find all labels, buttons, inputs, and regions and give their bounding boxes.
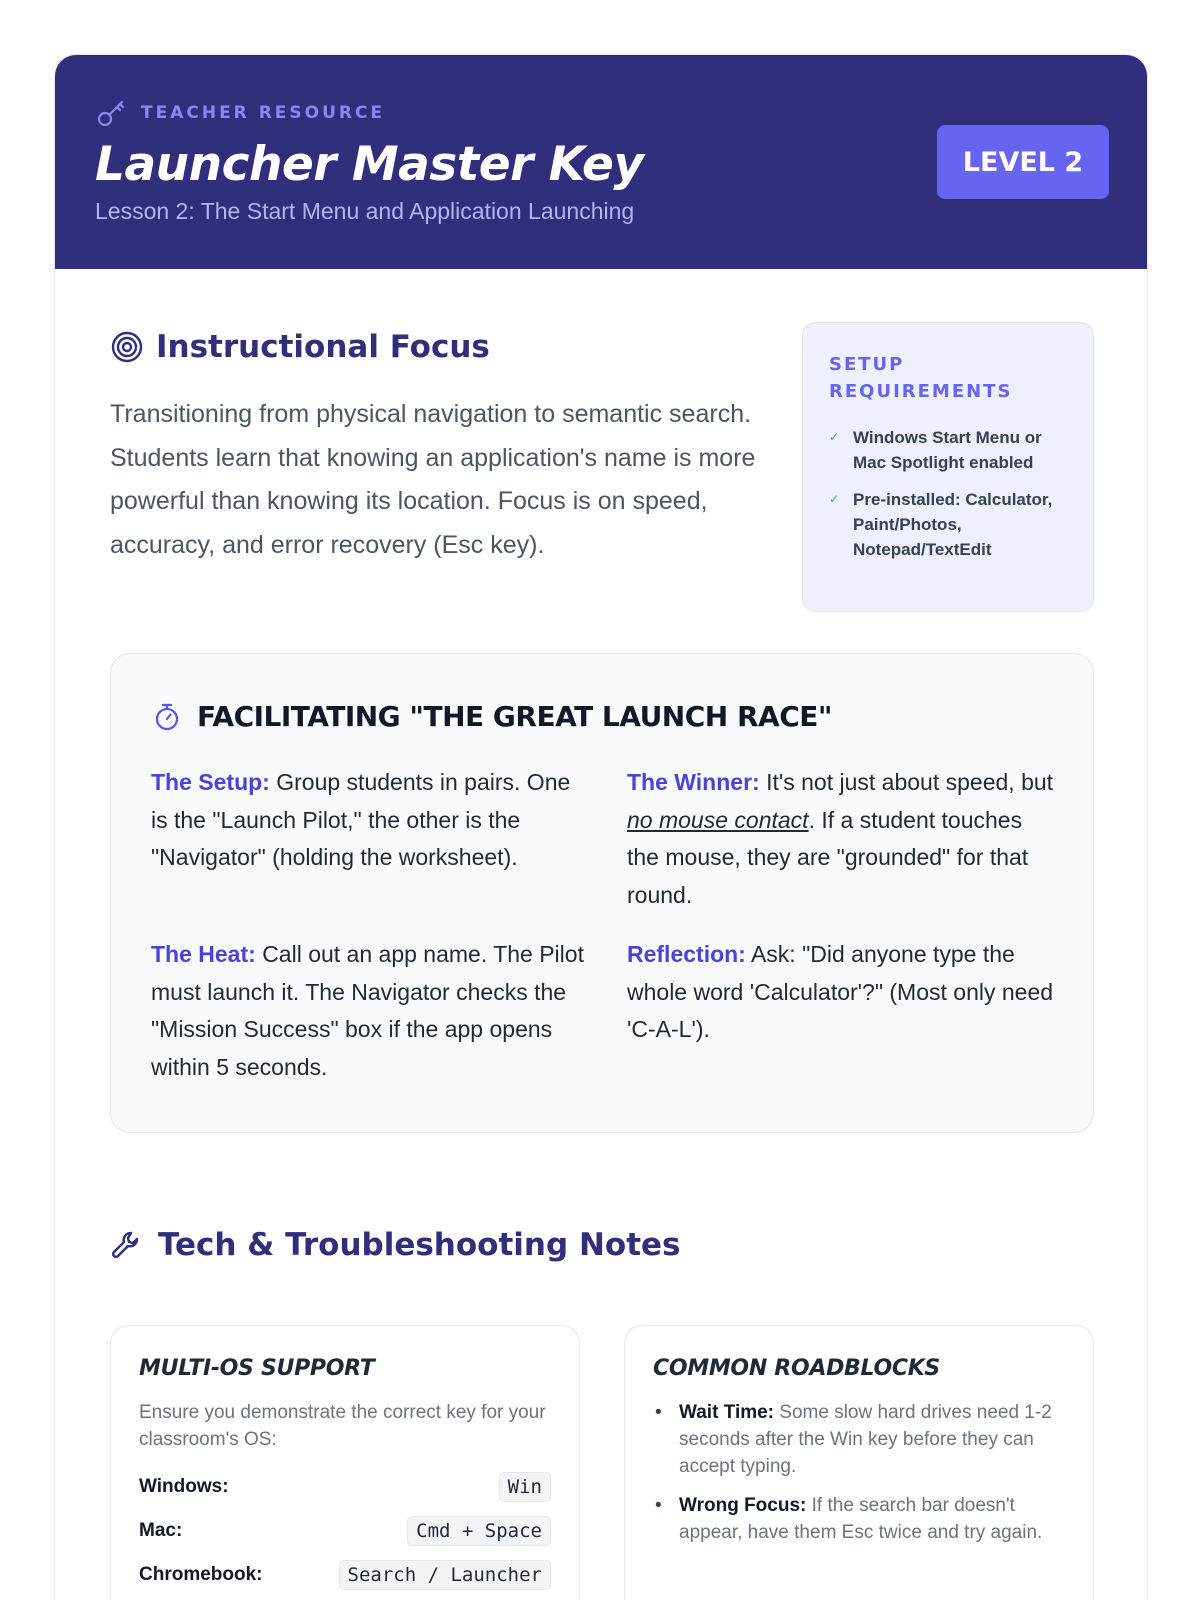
- setup-item: ✓ Windows Start Menu or Mac Spotlight enabled: [829, 425, 1067, 475]
- race-reflection-text: Ask: "Did anyone type the whole word 'Calculator'?" (Most only need 'C-A-L').: [627, 941, 1054, 1042]
- section-title-focus: Instructional Focus: [156, 329, 490, 365]
- race-setup-text: Group students in pairs. One is the "Launch Pilot," the other is the "Navigator" (holding the worksheet).: [151, 769, 571, 870]
- race-winner-label: The Winner:: [627, 769, 760, 795]
- tech-heading: [110, 1227, 681, 1263]
- stopwatch-icon: [151, 701, 183, 733]
- launch-race-box: [110, 653, 1094, 1133]
- os-row-windows: [139, 1471, 551, 1503]
- focus-paragraph: Transitioning from physical navigation to semantic search. Students learn that knowing an application's name is more powerful than knowing its location. Focus is on speed, accuracy, and error recovery (Esc key).: [110, 400, 756, 559]
- check-icon: ✓: [829, 430, 840, 444]
- page-subtitle: Lesson 2: The Start Menu and Application Launching: [95, 198, 635, 224]
- eyebrow: [95, 97, 385, 129]
- os-row-mac: [139, 1515, 551, 1547]
- roadblocks-title: COMMON ROADBLOCKS: [653, 1356, 940, 1381]
- os-row-chromebook: [139, 1559, 551, 1591]
- race-heading: [151, 700, 832, 733]
- race-heat-item: [151, 936, 591, 1086]
- os-name: Windows:: [139, 1476, 229, 1497]
- shortcut-key: Win: [499, 1472, 551, 1502]
- race-heat-label: The Heat:: [151, 941, 256, 967]
- race-winner-emphasis: no mouse contact: [627, 806, 809, 833]
- roadblocks-list: [653, 1399, 1065, 1546]
- race-winner-text-b: . If a student touches the mouse, they are "grounded" for that round.: [627, 806, 1029, 908]
- setup-requirements-box: [802, 322, 1094, 612]
- instructional-focus-heading: [110, 329, 490, 365]
- target-icon: [110, 330, 144, 364]
- os-name: Chromebook:: [139, 1564, 263, 1585]
- race-title: FACILITATING "THE GREAT LAUNCH RACE": [197, 700, 832, 733]
- check-icon: ✓: [829, 492, 840, 506]
- race-heat-text: Call out an app name. The Pilot must launch it. The Navigator checks the "Mission Success" box if the app opens within 5 seconds.: [151, 941, 584, 1080]
- setup-item: ✓ Pre-installed: Calculator, Paint/Photos, Notepad/TextEdit: [829, 487, 1067, 562]
- roadblocks-panel: [624, 1325, 1094, 1600]
- multi-os-panel: [110, 1325, 580, 1600]
- page-title: Launcher Master Key: [95, 137, 644, 192]
- shortcut-key: Search / Launcher: [339, 1560, 551, 1590]
- eyebrow-text: TEACHER RESOURCE: [141, 103, 386, 123]
- list-item: • Wrong Focus: If the search bar doesn't appear, have them Esc twice and try again.: [653, 1492, 1065, 1546]
- race-setup-item: [151, 764, 591, 877]
- multi-os-title: MULTI-OS SUPPORT: [139, 1356, 375, 1381]
- level-badge: LEVEL 2: [937, 125, 1109, 199]
- race-reflection-label: Reflection:: [627, 941, 746, 967]
- section-title-tech: Tech & Troubleshooting Notes: [158, 1227, 681, 1263]
- wrench-icon: [110, 1228, 144, 1262]
- os-name: Mac:: [139, 1520, 183, 1541]
- race-winner-text-a: It's not just about speed, but: [766, 769, 1054, 795]
- setup-title: SETUP REQUIREMENTS: [829, 354, 1013, 402]
- multi-os-desc: Ensure you demonstrate the correct key for your classroom's OS:: [139, 1402, 546, 1450]
- shortcut-key: Cmd + Space: [407, 1516, 551, 1546]
- header-banner: [55, 55, 1148, 269]
- key-icon: [95, 97, 127, 129]
- lesson-card: [54, 54, 1148, 1600]
- setup-list: [829, 425, 1067, 562]
- list-item: • Wait Time: Some slow hard drives need 1-2 seconds after the Win key before they can accept typing.: [653, 1399, 1065, 1480]
- race-reflection-item: [627, 936, 1057, 1049]
- race-setup-label: The Setup:: [151, 769, 270, 795]
- race-winner-item: [627, 764, 1057, 914]
